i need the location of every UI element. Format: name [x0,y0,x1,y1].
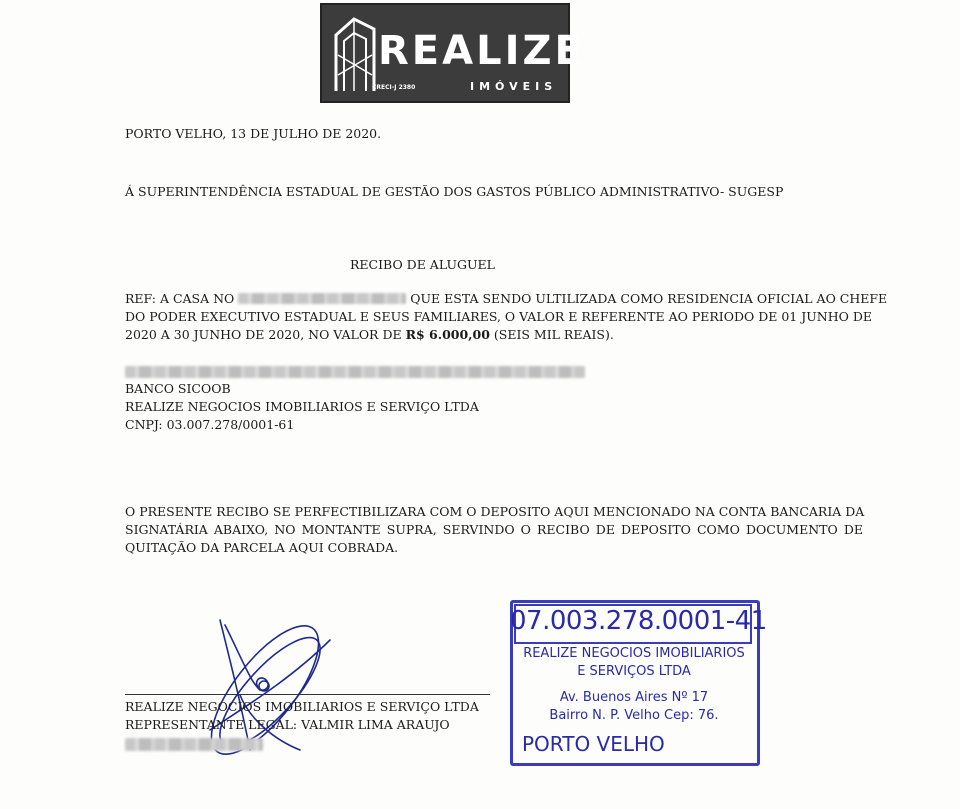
realize-logo [320,3,585,103]
logo-creci: CRECI-J 2380 [372,84,416,91]
closing-line-2: SIGNATÁRIA ABAIXO, NO MONTANTE SUPRA, SERVINDO O RECIBO DE DEPOSITO COMO DOCUMENTO DE [125,522,863,537]
date-line: PORTO VELHO, 13 DE JULHO DE 2020. [125,126,382,141]
redacted-bank-details [125,366,585,378]
ref-line-3-end: (SEIS MIL REAIS). [489,327,614,342]
stamp-address-line-1: Av. Buenos Aires Nº 17 [559,690,709,705]
stamp-name-line-1: REALIZE NEGOCIOS IMOBILIARIOS [523,646,745,661]
redacted-address [238,293,406,304]
logo-brand: REALIZE [378,28,585,74]
redacted-document-id [125,738,263,751]
company-stamp [510,600,767,766]
bank-cnpj: CNPJ: 03.007.278/0001-61 [125,417,295,432]
closing-line-1: O PRESENTE RECIBO SE PERFECTIBILIZARA COM O DEPOSITO AQUI MENCIONADO NA CONTA BANCARIA DA [125,504,865,519]
signature-company: REALIZE NEGOCIOS IMOBILIARIOS E SERVIÇO LTDA [125,699,479,714]
bank-company: REALIZE NEGOCIOS IMOBILIARIOS E SERVIÇO LTDA [125,399,479,414]
logo-subtitle: IMÓVEIS [470,80,558,93]
ref-line-3 [125,326,614,344]
closing-paragraph [125,503,863,557]
rent-amount: R$ 6.000,00 [405,327,490,342]
stamp-cnpj: 07.003.278.0001-41 [510,606,767,636]
ref-line-3-start: 2020 A 30 JUNHO DE 2020, NO VALOR DE [125,327,406,342]
stamp-address-line-2: Bairro N. P. Velho Cep: 76. [549,708,719,723]
signature-representative: REPRESENTANTE LEGAL: VALMIR LIMA ARAUJO [125,717,450,732]
closing-line-3: QUITAÇÃO DA PARCELA AQUI COBRADA. [125,540,399,555]
document-title: RECIBO DE ALUGUEL [350,257,495,272]
signature-line [125,694,490,695]
ref-line-1-start: REF: A CASA NO [125,291,235,306]
bank-name: BANCO SICOOB [125,381,231,396]
ref-line-2: DO PODER EXECUTIVO ESTADUAL E SEUS FAMILIARES, O VALOR E REFERENTE AO PERIODO DE 01 JUNHO DE [125,309,872,324]
building-logo-icon [332,15,378,93]
ref-line-1 [125,290,887,308]
stamp-name-line-2: E SERVIÇOS LTDA [577,664,691,679]
stamp-city: PORTO VELHO [522,732,665,756]
addressee: Á SUPERINTENDÊNCIA ESTADUAL DE GESTÃO DOS GASTOS PÚBLICO ADMINISTRATIVO- SUGESP [125,184,784,199]
ref-line-1-end: QUE ESTA SENDO ULTILIZADA COMO RESIDENCIA OFICIAL AO CHEFE [410,291,888,306]
